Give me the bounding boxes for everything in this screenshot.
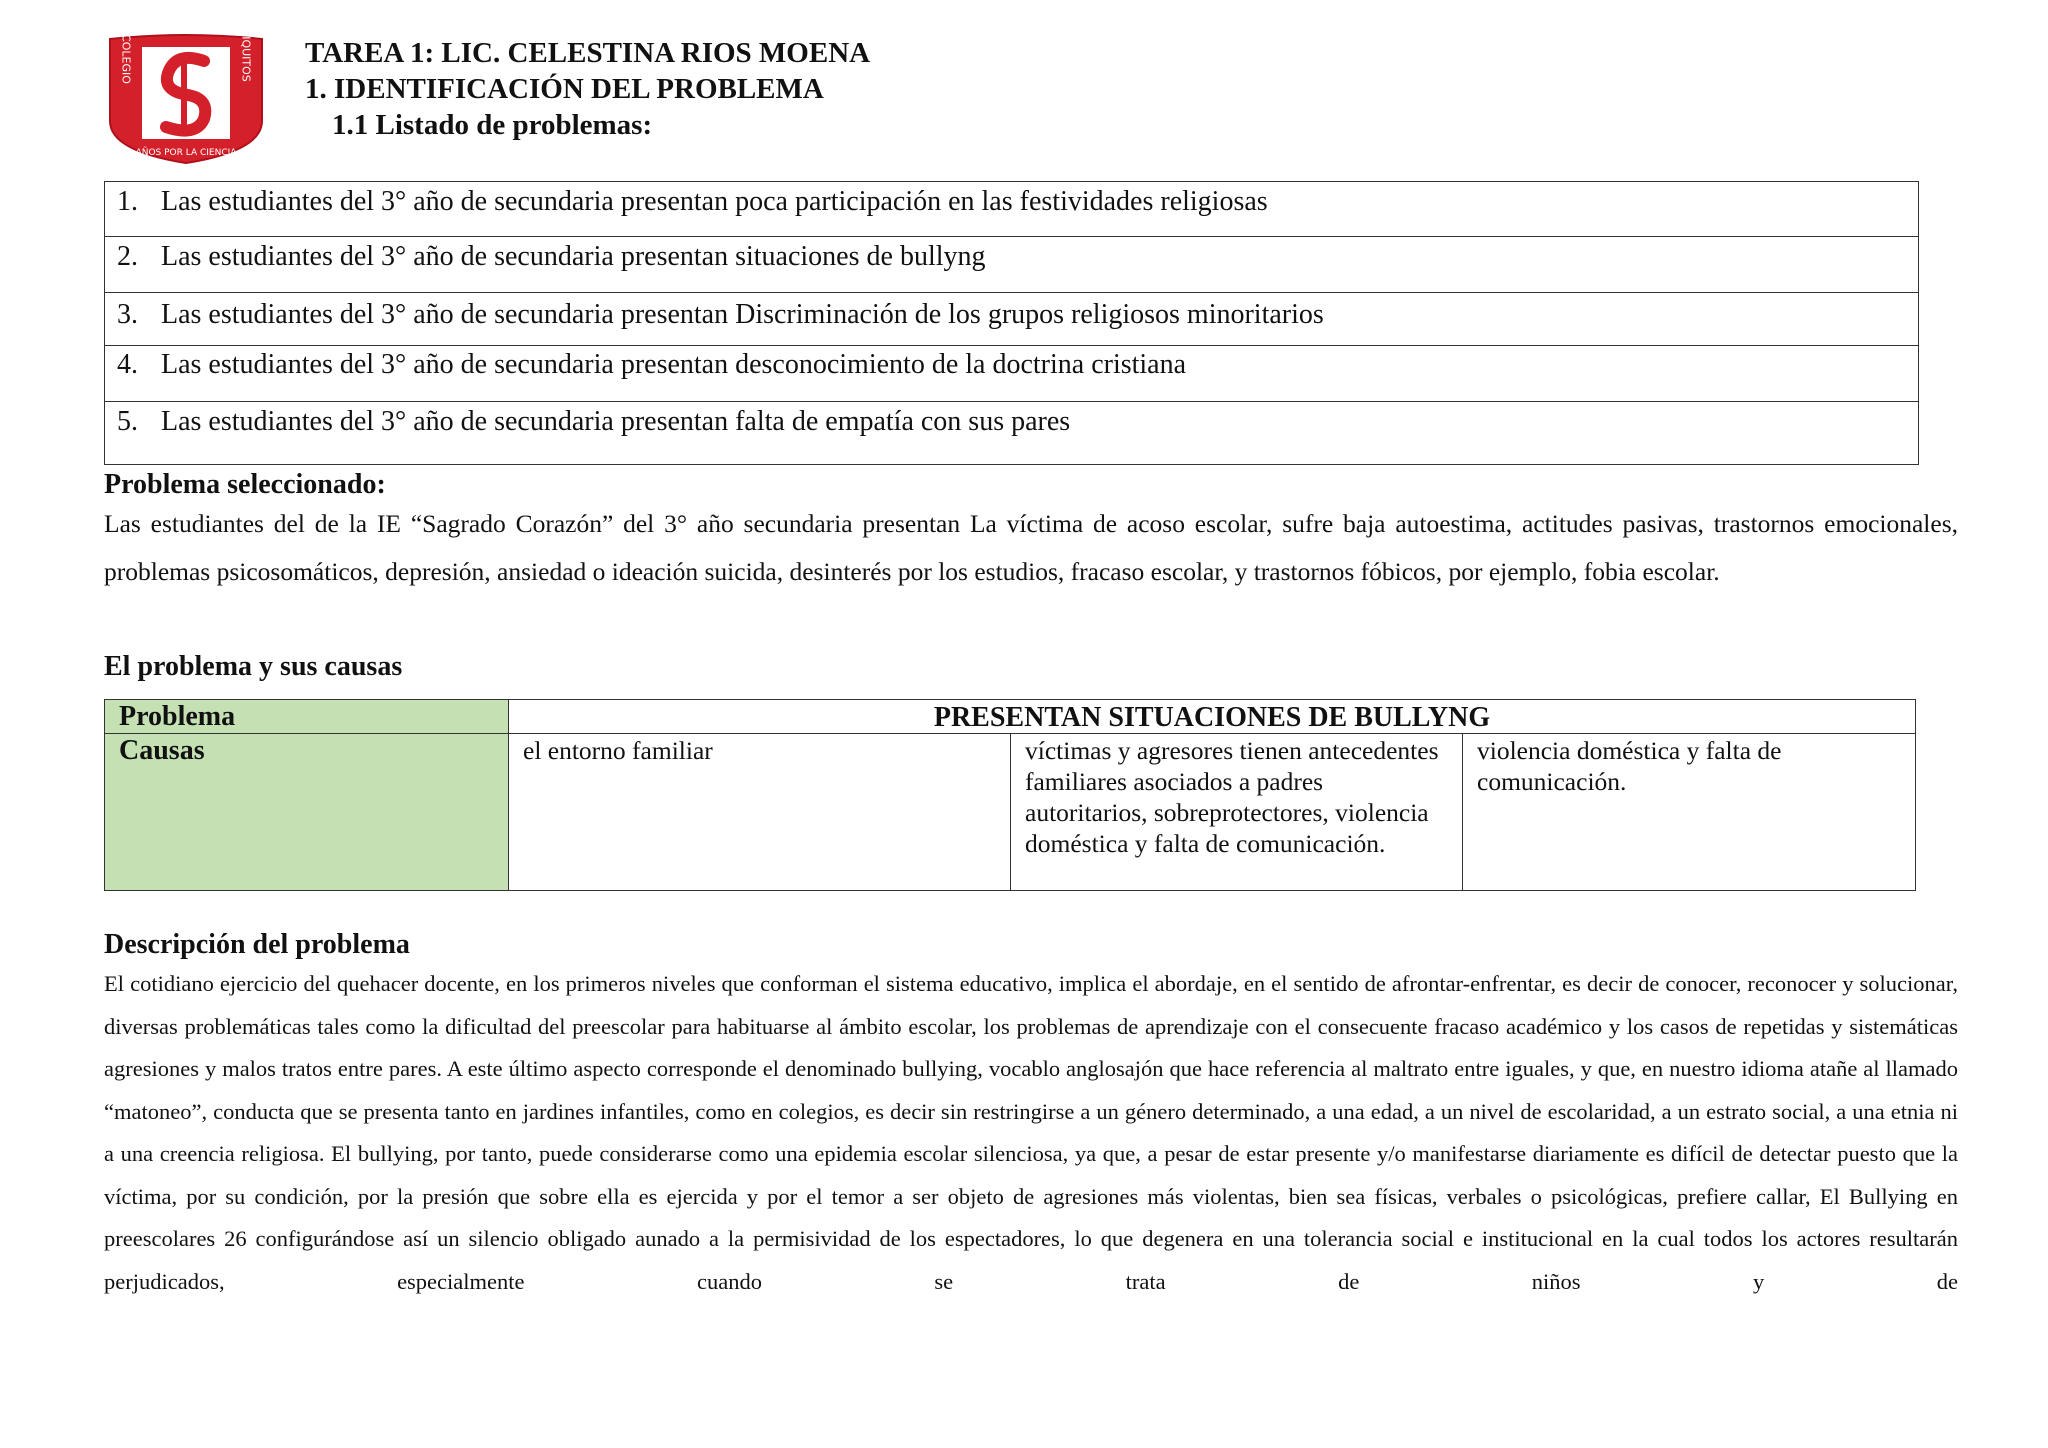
problem-number: 1. (117, 186, 138, 217)
causes-table (104, 699, 1916, 891)
cause-cell: violencia doméstica y falta de comunicación. (1477, 736, 1782, 796)
subsection-heading: 1.1 Listado de problemas: (332, 109, 653, 141)
document-title: TAREA 1: LIC. CELESTINA RIOS MOENA (305, 37, 871, 69)
problem-list-row (105, 182, 1918, 237)
problem-list-row (105, 346, 1918, 402)
logo-left-text: COLEGIO (119, 34, 133, 84)
causes-heading: El problema y sus causas (104, 651, 403, 682)
problem-value-cell: PRESENTAN SITUACIONES DE BULLYNG (509, 700, 1915, 734)
problem-label-cell: Problema (105, 700, 509, 734)
school-logo (106, 33, 266, 165)
selected-problem-heading: Problema seleccionado: (104, 469, 386, 500)
description-heading: Descripción del problema (104, 929, 410, 960)
cause-cell: víctimas y agresores tienen antecedentes familiares asociados a padres autoritarios, sobreprotectores, violencia doméstica y falta de comunicación. (1011, 734, 1463, 890)
problem-text: Las estudiantes del 3° año de secundaria presentan falta de empatía con sus pares (161, 406, 1071, 437)
problem-list-row (105, 293, 1918, 346)
problem-text: Las estudiantes del 3° año de secundaria presentan desconocimiento de la doctrina cristiana (161, 349, 1187, 380)
problem-list-row (105, 402, 1918, 464)
selected-problem-text: Las estudiantes del de la IE “Sagrado Corazón” del 3° año secundaria presentan La víctima de acoso escolar, sufre baja autoestima, actitudes pasivas, trastornos emocionales, problemas psicosomáticos, depresión, ansiedad o ideación suicida, desinterés por los estudios, fracaso escolar, y trastornos fóbicos, por ejemplo, fobia escolar. (104, 509, 1958, 586)
problem-number: 3. (117, 299, 138, 330)
problem-list-table (104, 181, 1919, 465)
cause-cell: el entorno familiar (509, 734, 1011, 890)
problem-text: Las estudiantes del 3° año de secundaria presentan Discriminación de los grupos religiosos minoritarios (161, 299, 1324, 330)
causes-label-cell: Causas (105, 734, 509, 890)
problem-number: 5. (117, 406, 138, 437)
logo-right-text: IQUITOS (239, 36, 253, 82)
problem-text: Las estudiantes del 3° año de secundaria presentan situaciones de bullyng (161, 241, 986, 272)
problem-list-row (105, 237, 1918, 293)
problem-text: Las estudiantes del 3° año de secundaria presentan poca participación en las festividades religiosas (161, 186, 1268, 217)
problem-number: 2. (117, 241, 138, 272)
section-heading: 1. IDENTIFICACIÓN DEL PROBLEMA (305, 73, 824, 105)
problem-number: 4. (117, 349, 138, 380)
logo-bottom-text: AÑOS POR LA CIENCIA (135, 148, 237, 158)
description-text: El cotidiano ejercicio del quehacer docente, en los primeros niveles que conforman el sistema educativo, implica el abordaje, en el sentido de afrontar-enfrentar, es decir de conocer, reconocer y solucionar, diversas problemáticas tales como la dificultad del preescolar para habituarse al ámbito escolar, los problemas de aprendizaje con el consecuente fracaso académico y los casos de repetidas y sistemáticas agresiones y malos tratos entre pares. A este último aspecto corresponde el denominado bullying, vocablo anglosajón que hace referencia al maltrato entre iguales, y que, en nuestro idioma atañe al llamado “matoneo”, conducta que se presenta tanto en jardines infantiles, como en colegios, es decir sin restringirse a un género determinado, a una edad, a un nivel de escolaridad, a un estrato social, a una etnia ni a una creencia religiosa. El bullying, por tanto, puede considerarse como una epidemia escolar silenciosa, ya que, a pesar de estar presente y/o manifestarse diariamente es difícil de detectar puesto que la víctima, por su condición, por la presión que sobre ella es ejercida y por el temor a ser objeto de agresiones más violentas, bien sea físicas, verbales o psicológicas, prefiere callar, El Bullying en preescolares 26 configurándose así un silencio obligado aunado a la permisividad de los espectadores, lo que degenera en una tolerancia social e institucional en la cual todos los actores resultarán perjudicados, especialmente cuando se trata de niños y de (104, 971, 1958, 1294)
